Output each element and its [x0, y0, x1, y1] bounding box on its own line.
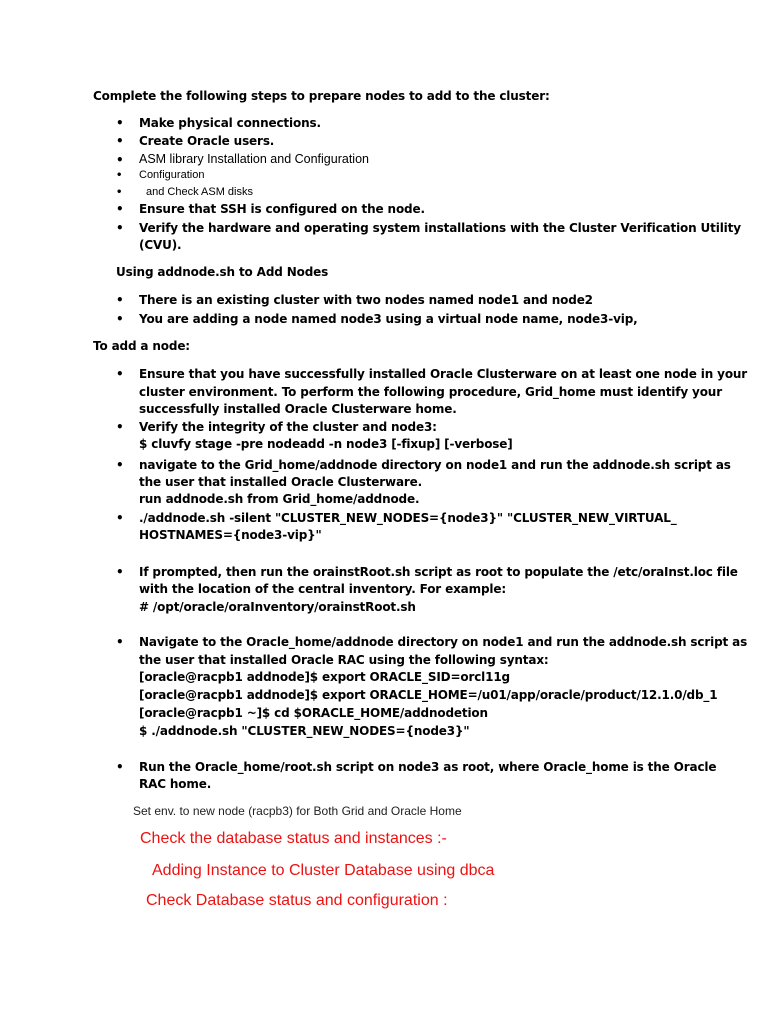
step-line: Run the Oracle_home/root.sh script on node3 as root, where Oracle_home is the Oracle — [139, 760, 717, 774]
set-env-note: Set env. to new node (racpb3) for Both Grid and Oracle Home — [133, 804, 462, 818]
step-line: Ensure that you have successfully installed Oracle Clusterware on at least one node in your — [139, 367, 748, 381]
step-line: the user that installed Oracle RAC using the following syntax: — [139, 653, 549, 667]
command-line: $ cluvfy stage -pre nodeadd -n node3 [-fixup] [-verbose] — [139, 437, 513, 451]
step-line: the user that installed Oracle Clusterware. — [139, 475, 423, 489]
command-line: ./addnode.sh -silent "CLUSTER_NEW_NODES={node3}" "CLUSTER_NEW_VIRTUAL_ — [139, 511, 677, 525]
prep-step: Create Oracle users. — [139, 134, 275, 148]
bullet: • — [116, 511, 124, 525]
command-line: [oracle@racpb1 addnode]$ export ORACLE_SID=orcl11g — [139, 670, 510, 684]
bullet: • — [116, 116, 124, 130]
bullet: • — [116, 635, 124, 649]
prep-step: and Check ASM disks — [146, 186, 253, 198]
prep-step-continued: (CVU). — [139, 238, 182, 252]
step-line: with the location of the central inventory. For example: — [139, 582, 506, 596]
bullet: • — [116, 458, 124, 472]
section-heading: To add a node: — [93, 339, 190, 353]
bullet: • — [116, 565, 124, 579]
red-heading-db-config: Check Database status and configuration : — [146, 892, 448, 909]
step-line: Verify the integrity of the cluster and node3: — [139, 420, 437, 434]
command-line: HOSTNAMES={node3-vip}" — [139, 528, 322, 542]
bullet: • — [116, 202, 124, 216]
prep-step: ASM library Installation and Configuration — [139, 152, 369, 166]
command-line: $ ./addnode.sh "CLUSTER_NEW_NODES={node3}" — [139, 724, 470, 738]
command-line: [oracle@racpb1 ~]$ cd $ORACLE_HOME/addnodetion — [139, 706, 488, 720]
addnode-point: There is an existing cluster with two nodes named node1 and node2 — [139, 293, 593, 307]
step-line: Navigate to the Oracle_home/addnode directory on node1 and run the addnode.sh script as — [139, 635, 748, 649]
addnode-point: You are adding a node named node3 using a virtual node name, node3-vip, — [139, 312, 638, 326]
command-line: # /opt/oracle/oraInventory/orainstRoot.sh — [139, 600, 416, 614]
bullet: • — [116, 134, 124, 148]
bullet: • — [116, 170, 123, 181]
bullet: • — [116, 293, 124, 307]
prep-step: Make physical connections. — [139, 116, 321, 130]
step-line: navigate to the Grid_home/addnode directory on node1 and run the addnode.sh script as — [139, 458, 731, 472]
intro-heading: Complete the following steps to prepare nodes to add to the cluster: — [93, 89, 550, 103]
bullet: • — [116, 760, 124, 774]
prep-step: Configuration — [139, 169, 205, 181]
red-heading-db-status: Check the database status and instances :- — [140, 830, 447, 847]
prep-step: Ensure that SSH is configured on the node. — [139, 202, 425, 216]
bullet: • — [116, 187, 123, 198]
prep-step: Verify the hardware and operating system installations with the Cluster Verification Utility — [139, 221, 741, 235]
step-line: If prompted, then run the orainstRoot.sh script as root to populate the /etc/oraInst.loc file — [139, 565, 738, 579]
red-heading-add-instance: Adding Instance to Cluster Database using dbca — [152, 862, 495, 879]
section-heading: Using addnode.sh to Add Nodes — [116, 265, 329, 279]
bullet: • — [116, 312, 124, 326]
bullet: • — [116, 221, 124, 235]
bullet: • — [116, 367, 124, 381]
step-line: RAC home. — [139, 777, 212, 791]
bullet: • — [116, 420, 124, 434]
step-line: run addnode.sh from Grid_home/addnode. — [139, 492, 420, 506]
command-line: [oracle@racpb1 addnode]$ export ORACLE_HOME=/u01/app/oracle/product/12.1.0/db_1 — [139, 688, 718, 702]
step-line: successfully installed Oracle Clusterware home. — [139, 402, 457, 416]
step-line: cluster environment. To perform the following procedure, Grid_home must identify your — [139, 385, 722, 399]
bullet: • — [116, 153, 124, 167]
